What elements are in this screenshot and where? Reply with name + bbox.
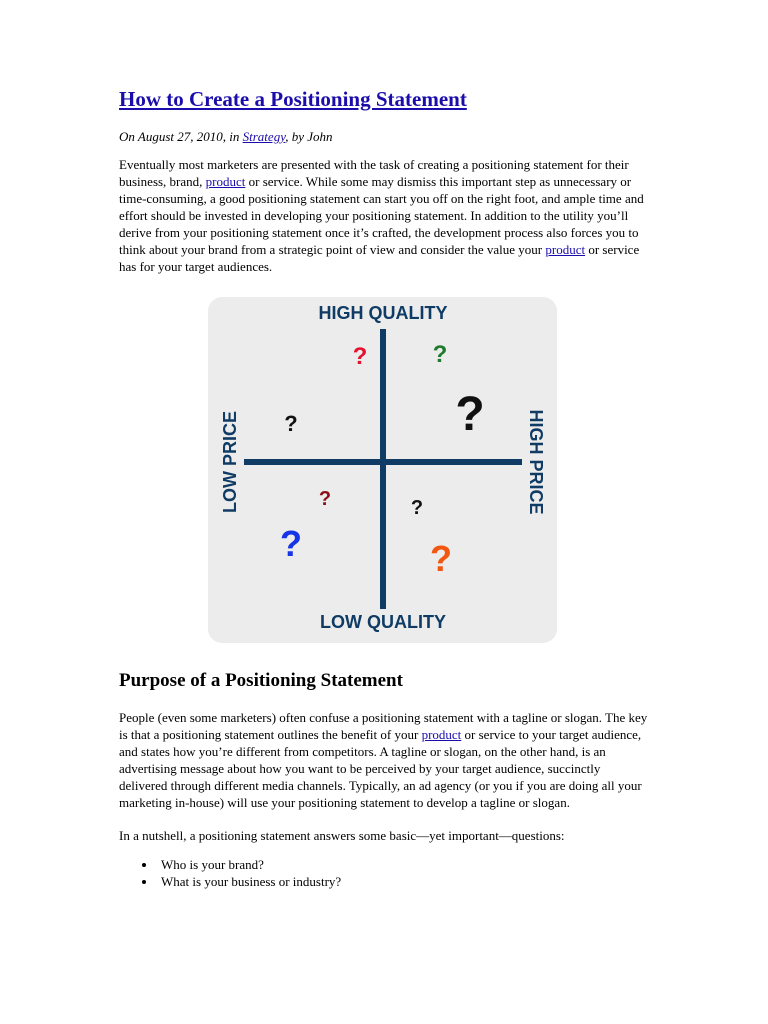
low-price-label: LOW PRICE [220,411,240,513]
list-item: Who is your brand? [161,856,651,873]
questions-list [119,856,651,890]
low-quality-label: LOW QUALITY [320,612,446,632]
byline-prefix: On August 27, 2010, in [119,129,243,144]
positioning-map [208,297,557,643]
byline [119,128,651,146]
horizontal-axis [244,459,522,465]
question-mark-black-small: ? [284,411,298,436]
article-title-link[interactable]: How to Create a Positioning Statement [119,87,467,111]
purpose-paragraph [119,709,651,811]
vertical-axis [380,329,386,609]
question-mark-red: ? [352,343,368,370]
intro-text-3: or service has for your target audiences. [119,242,640,274]
byline-suffix: , by John [285,129,333,144]
product-link[interactable]: product [545,242,586,257]
high-price-label: HIGH PRICE [526,409,546,515]
nutshell-paragraph: In a nutshell, a positioning statement answers some basic—yet important—questions: [119,828,565,843]
list-item: What is your business or industry? [161,873,651,890]
product-link[interactable]: product [421,727,462,742]
question-mark-orange: ? [430,538,452,579]
intro-paragraph [119,156,651,275]
question-mark-black-large: ? [455,388,485,441]
purpose-text-2: or service to your target audience, and states how you’re different from competitors. A tagline or slogan, on the other hand, is an advertising message about how you want to be perceived by your target audience, succinctly delivered through different media channels. Typically, an ad agency (or you if you are doing all your marketing in-house) will use your positioning statement to develop a tagline or slogan. [119,727,642,810]
product-link[interactable]: product [205,174,246,189]
question-mark-dark-red: ? [318,488,332,510]
high-quality-label: HIGH QUALITY [318,303,448,323]
question-mark-green: ? [432,341,448,368]
purpose-text-1: People (even some marketers) often confuse a positioning statement with a tagline or slogan. The key is that a positioning statement outlines the benefit of your [119,710,648,742]
article-title [119,86,651,112]
question-mark-blue: ? [280,523,302,564]
question-mark-black-lower: ? [410,497,424,519]
positioning-map-figure [208,297,557,643]
intro-text-2: or service. While some may dismiss this important step as unnecessary or time-consuming, a good positioning statement can start you off on the right foot, and ample time and effort should be invested in developing your positioning statement. In addition to the utility you’ll derive from your positioning statement once it’s crafted, the development process also forces you to think about your brand from a strategic point of view and consider the value your [119,174,644,257]
intro-text-1: Eventually most marketers are presented with the task of creating a positioning statement for their business, brand, [119,157,629,189]
section-heading: Purpose of a Positioning Statement [119,670,403,691]
category-link-strategy[interactable]: Strategy [242,129,286,144]
article [119,86,651,890]
